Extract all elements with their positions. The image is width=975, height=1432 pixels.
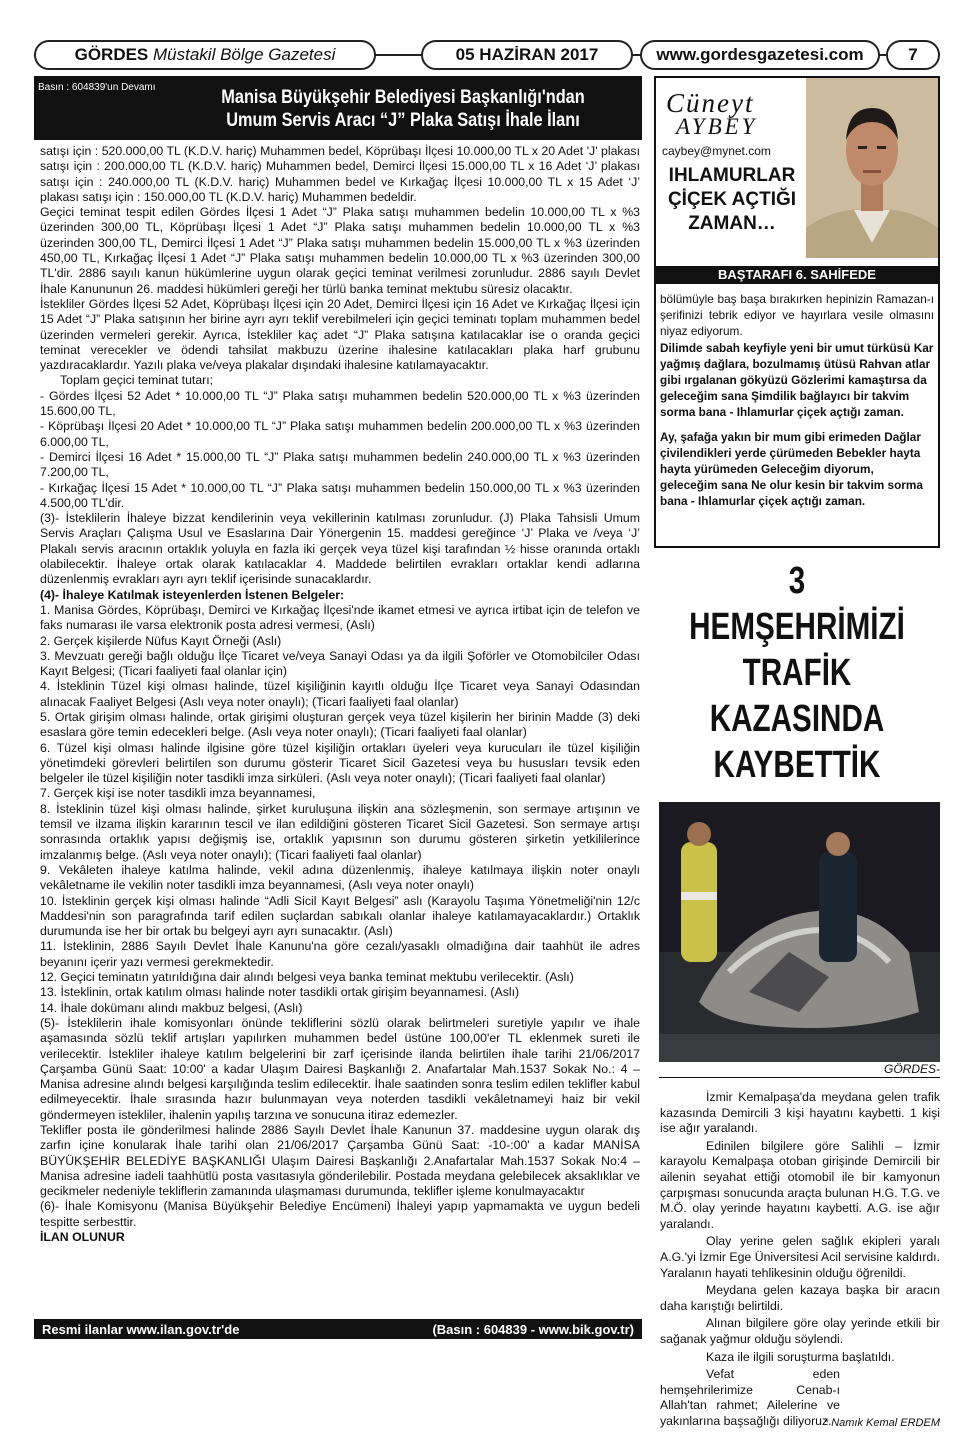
notice-paragraph: 10. İsteklinin gerçek kişi olması halinde “Adli Sicil Kayıt Belgesi” aslı (Karayolu Taşıma Yönetmeliği'nin 12/c Maddesi'nin son paragrafında tarif edilen suçlardan sabıkalı olanlar ihaleye katılamayacaklardır.) Ortaklık durumunda ise her bir ortak bu belgeyi ayrı ayrı sunacaktır. (Aslı) [40, 893, 640, 939]
page-number-pill [886, 40, 940, 70]
paper-subtitle: Müstakil Bölge Gazetesi [153, 45, 336, 64]
notice-paragraph: 13. İsteklinin, ortak katılım olması halinde noter tasdikli ortak girişim beyannamesi. (Aslı) [40, 985, 520, 1000]
columnist-last-name: AYBEY [676, 114, 758, 139]
notice-paragraph: 6. Tüzel kişi olması halinde ilgisine göre tüzel kişiliğin ortakları üyeleri veya kurucuları ile tüzel kişiliğin yönetimdeki görevleri belirtilen son durumu gösterir Ticaret Sicil Gazetesi veya bu hususları tevsik eden belgeler ile tüzel kişiliğin noter tasdikli imza sirküleri. (Aslı veya noter onaylı); (Ticari faaliyeti faal olanlar) [40, 740, 640, 786]
notice-paragraph: 12. Geçici teminatın yatırıldığına dair alındı belgesi veya banka teminat mektubu verilecektir. (Aslı) [40, 970, 574, 985]
paper-name-pill [34, 40, 376, 70]
notice-paragraph: 8. İsteklinin tüzel kişi olması halinde, şirket kuruluşuna ilişkin ana sözleşmenin, son sermaye artışının ve temsil ve ilzama ilişkin kararının tescil ve ilan edildiğini gösteren Ticaret Sicil Gazetesi. Son sermaye artışı sonrasında ortaklık yapısı değişmiş ise, ortaklık yapısının son durumu gösteren şirketin yetkililerince imzalanmış belge. (Aslı veya noter onaylı); (Ticari faaliyeti faal olanlar) [40, 801, 640, 862]
notice-title [206, 86, 600, 132]
notice-paragraph: - Demirci İlçesi 16 Adet * 15.000,00 TL “J” Plaka satışı muhammen bedelin 240.000,00 TL x %3 üzerinden 7.200,00 TL, [40, 449, 640, 480]
notice-paragraph: İLAN OLUNUR [40, 1230, 125, 1245]
columnist-portrait [806, 78, 938, 258]
press-ref: Basın : 604839'un Devamı [38, 82, 156, 93]
notice-paragraph: (3)- İsteklilerin İhaleye bizzat kendilerinin veya vekillerinin katılması zorunludur. (J) Plaka Tahsisli Umum Servis Araçları Çalışma Usul ve Esaslarına Dair Yönergenin 15. maddesi gereğince ‘J’ Plaka ve /veya ‘J’ Plakalı servis aracının ortaklık yoluyla en fazla iki gerçek veya tüzel kişi tarafından ½ hisse oranında ortaklı olabilecektir. İhaleye ortak olarak katılacaklar 4. Maddede belirtilen evrakları ortaklar kendi adlarına düzenlenmiş evrakları ayrı ayrı teklif içerisinde sunacaklardır. [40, 511, 640, 587]
notice-paragraph: - Kırkağaç İlçesi 15 Adet * 10.000,00 TL “J” Plaka satışı muhammen bedelin 150.000,00 TL x %3 üzerinden 4.500,00 TL'dir. [40, 480, 640, 510]
issue-date: 05 HAZİRAN 2017 [455, 45, 599, 64]
columnist-box [654, 76, 940, 548]
notice-paragraph: - Köprübaşı İlçesi 20 Adet * 10.000,00 TL “J” Plaka satışı muhammen bedelin 200.000,00 TL x %3 üzerinden 6.000,00 TL, [40, 419, 640, 449]
notice-paragraph: 14. İhale dokümanı alındı makbuz belgesi, (Aslı) [40, 1000, 303, 1015]
continued-from-banner: BAŞTARAFI 6. SAHİFEDE [656, 266, 938, 284]
notice-body [34, 140, 642, 1245]
notice-paragraph: 1. Manisa Gördes, Köprübaşı, Demirci ve Kırkağaç İlçesi'nde ikamet etmesi ve ayrıca irtibat için de telefon ve faks numarası ile varsa elektronik posta adresi vermesi, (Aslı) [40, 602, 640, 633]
notice-paragraph: (6)- İhale Komisyonu (Manisa Büyükşehir Belediye Encümeni) İhaleyi yapıp yapmamakta ve uygun bedeli tespitte serbesttir. [40, 1199, 640, 1229]
column-poem-stanza: Ay, şafağa yakın bir mum gibi erimeden Dağlar çivilendikleri yerde çürümeden Bebekler hayta hayta yürümeden Geleceğim diyorum, geleceğim sana Ne olur kesin bir takvim sorma bana - Ihlamurlar çiçek açtığı zaman. [660, 430, 923, 508]
news-paragraph: Kaza ile ilgili soruşturma başlatıldı. [706, 1349, 895, 1364]
news-body [654, 1090, 940, 1432]
news-paragraph: Meydana gelen kazaya başka bir aracın daha karıştığı belirtildi. [660, 1283, 940, 1313]
column-title: IHLAMURLAR ÇİÇEK AÇTIĞI ZAMAN… [667, 165, 797, 234]
notice-paragraph: Toplam geçici teminat tutarı; [60, 373, 214, 388]
notice-paragraph: 4. İsteklinin Tüzel kişi olması halinde, tüzel kişiliğinin kayıtlı olduğu İlçe Ticaret veya Sanayi Odasından alınacak Faaliyet Belgesi (Aslı veya noter onaylı); (Ticari faaliyeti faal olanlar) [40, 679, 640, 709]
notice-paragraph: Geçici teminat tespit edilen Gördes İlçesi 1 Adet “J” Plaka satışı muhammen bedelin 10.000,00 TL x %3 üzerinden 300,00 TL, Köprübaşı İlçesi 1 Adet “J” Plaka satışı muhammen bedelin 10.000,00 TL x %3 üzerinden 300,00 TL, Demirci İlçesi 1 Adet “J” Plaka satışı muhammen bedelin 15.000,00 TL x %3 üzerinden 450,00 TL, Kırkağaç İlçesi 1 Adet “J” Plaka satışı muhammen bedelin 10.000,00 TL x %3 üzerinden 300,00 TL'dir. 2886 sayılı kanun hükümlerine uygun olarak geçici teminat verilmesi zorunludur. 2886 sayılı Devlet İhale Kanununun 26. maddesi hükümleri gereği her türlü banka teminat mektubu süresiz olacaktır. [40, 205, 640, 296]
news-author: * Namık Kemal ERDEM [823, 1417, 940, 1430]
paper-name: GÖRDES [74, 45, 149, 64]
news-paragraph: Olay yerine gelen sağlık ekipleri yaralı A.G.'yi İzmir Ege Üniversitesi Acil servisine kaldırdı. Yaralanın hayati tehlikesinin olduğu öğrenildi. [660, 1234, 940, 1280]
notice-paragraph: Teklifler posta ile gönderilmesi halinde 2886 Sayılı Devlet İhale Kanunun 37. maddesine uygun olarak dış zarfın içine konularak İhale tarihi olan 21/06/2017 Çarşamba Günü Saat: -10-:00' a kadar MANİSA BÜYÜKŞEHİR BELEDİYE BAŞKANLIĞI Ulaşım Dairesi Başkanlığı 2.Anafartalar Mah.1537 Sokak No:4 – Manisa adresine iadeli taahhütlü posta vasıtasıyla gönderilebilir. Postada meydana gelebilecek aksaklıklar ve gecikmeler nedeniyle tekliflerin zamanında ulaşmaması durumunda, teklifler işleme konulmayacaktır [40, 1123, 640, 1199]
columnist-email: caybey@mynet.com [662, 144, 771, 158]
notice-paragraph: 5. Ortak girişim olması halinde, ortak girişimi oluşturan gerçek veya tüzel kişilerin her birinin Madde (3) deki esaslara göre temin edecekleri belge. (Aslı veya noter onaylı); (Ticari faaliyeti faal olanlar) [40, 709, 640, 740]
photo-credit: GÖRDES- [659, 1062, 940, 1078]
website: www.gordesgazetesi.com [656, 45, 864, 64]
notice-paragraph: İstekliler Gördes İlçesi 52 Adet, Köprübaşı İlçesi için 20 Adet, Demirci İlçesi için 16 Adet ve Kırkağaç İlçesi için 15 Adet “J” Plaka satışının her birine ayrı ayrı teklif verebilmeleri için geçici teminatı toplam muhammen bedel üzerinden vermeleri gerekir. Ayrıca, İstekliler kaç adet “J” Plaka satışına katılacaklar ise o oranda geçici teminat verecekler ve ödendi tahsilat makbuzu üzerine ihalesine katılacakları plaka harf grubunu yazdıracaklardır. Yazılı plaka ve/veya plakalar dışındaki ihalesine katılamayacaktır. [40, 296, 640, 373]
news-paragraph: Edinilen bilgilere göre Salihli – İzmir karayolu Kemalpaşa otoban girişinde Demircili bir ailenin seyahat ettiği otomobil ile bir kamyonun çarpışması sonucunda araçta bulunan H.G. T.G. ve M.Ö. olay yerinde hayatını kaybetti. A.G. ise ağır yaralandı. [660, 1138, 940, 1231]
notice-title-line1: Manisa Büyükşehir Belediyesi Başkanlığı'ndan [221, 87, 585, 108]
news-headline: 3 HEMŞEHRİMİZİ TRAFİK KAZASINDA KAYBETTİK [689, 560, 905, 786]
notice-paragraph: 2. Gerçek kişilerde Nüfus Kayıt Örneği (Aslı) [40, 633, 282, 648]
notice-paragraph: 7. Gerçek kişi ise noter tasdikli imza beyannamesi, [40, 786, 316, 801]
notice-header [34, 76, 642, 140]
footer-bar [34, 1319, 642, 1339]
notice-paragraph: satışı için : 520.000,00 TL (K.D.V. hariç) Muhammen bedel, Köprübaşı İlçesi 10.000,00 TL x 20 Adet 'J' plakası satışı için : 200.000,00 TL (K.D.V. hariç) Muhammen bedel, Demirci İlçesi 15.000,00 TL x 16 Adet ‘J’ plakası satışı için : 240.000,00 TL (K.D.V. hariç) Muhammen bedel ve Kırkağaç İlçesi 10.000,00 TL x 15 Adet ‘J’ plakası satışı için : 150.000,00 TL (K.D.V. hariç) Muhammen bedeldir. [40, 144, 640, 204]
tender-notice [34, 76, 642, 1245]
news-paragraph: İzmir Kemalpaşa'da meydana gelen trafik kazasında Demircili 3 kişi hayatını kaybetti. 1 kişi ise ağır yaralandı. [660, 1090, 940, 1136]
footer-right: (Basın : 604839 - www.bik.gov.tr) [432, 1321, 634, 1337]
column-body [660, 292, 934, 511]
footer-left: Resmi ilanlar www.ilan.gov.tr'de [42, 1321, 240, 1337]
notice-paragraph: - Gördes İlçesi 52 Adet * 10.000,00 TL “J” Plaka satışı muhammen bedelin 520.000,00 TL x %3 üzerinden 15.600,00 TL, [40, 388, 640, 419]
news-paragraph: Alınan bilgilere göre olay yerinde etkili bir sağanak yağmur olduğu söylendi. [660, 1316, 940, 1346]
column-paragraph: bölümüyle baş başa bırakırken hepinizin Ramazan-ı şerifinizi tebrik ediyor ve hayırlara vesile olmasını niyaz ediyorum. [660, 292, 934, 338]
accident-photo [659, 802, 940, 1062]
page-number: 7 [908, 45, 918, 64]
news-paragraph: Vefat eden hemşehrilerimize Cenab-ı Allah'tan rahmet; Ailelerine ve yakınlarına başsağlığı diliyoruz. [660, 1367, 840, 1428]
right-column [654, 76, 940, 1432]
date-pill [421, 40, 633, 70]
notice-paragraph: 9. Vekâleten ihaleye katılma halinde, vekil adına düzenlenmiş, ihaleye katılmaya ilişkin noter onaylı vekâletname ile vekilin noter tasdikli imza beyannamesi, (Aslı veya noter onaylı) [40, 862, 640, 893]
notice-paragraph: (4)- İhaleye Katılmak isteyenlerden İstenen Belgeler: [40, 587, 345, 602]
column-poem-stanza: Dilimde sabah keyfiyle yeni bir umut türküsü Kar yağmış dağlara, bozulmamış ütüsü Rahvan atlar gibi ırgalanan gökyüzü Gözlerimi kamaştırsa da geleceğim sana Şimdilik bağlayıcı bir takvim sorma bana - Ihlamurlar çiçek açtığı zaman. [660, 341, 934, 419]
notice-paragraph: 3. Mevzuatı gereği bağlı olduğu İlçe Ticaret ve/veya Sanayi Odası ya da ilgili Şoförler ve Otomobilciler Odası Kayıt Belgesi; (Ticari faaliyeti faal olanlar için) [40, 648, 640, 679]
columnist-first-name: Cüneyt [666, 88, 755, 118]
notice-title-line2: Umum Servis Aracı “J” Plaka Satışı İhale İlanı [226, 110, 580, 131]
website-pill [640, 40, 880, 70]
notice-paragraph: (5)- İsteklilerin ihale komisyonları önünde tekliflerini sözlü olarak belirtmeleri suretiyle yapılır ve ihale aşamasında sözlü teklif artışları yapılırken muhammen bedel üstüne 100,00'er TL eklenmek sureti ile verilecektir. İstekliler ihaleye katılım belgelerini bir zarf içerisinde ilanda belirtilen ihale tarihi 21/06/2017 Çarşamba Günü Saat: 10:00' a kadar Ulaşım Dairesi Başkanlığı 2. Anafartalar Mah.1537 Sokak No.: 4 – Manisa adresine alındı belgesi karşılığında teslim edilecektir. İhale saatinden sonra teslim edilen teklifler kabul edilmeyecektir. İhale sırasında hazır bulunmayan veya noterden tasdikli vekâletnameyi haiz bir vekil göndermeyen istekliler, ihalenin yapılış tarzına ve sonucuna itiraz edemezler. [40, 1015, 640, 1122]
notice-paragraph: 11. İsteklinin, 2886 Sayılı Devlet İhale Kanunu'na göre cezalı/yasaklı olmadığına dair taahhüt ile adres beyanını içerir yazı vermesi gerekmektedir. [40, 939, 640, 969]
